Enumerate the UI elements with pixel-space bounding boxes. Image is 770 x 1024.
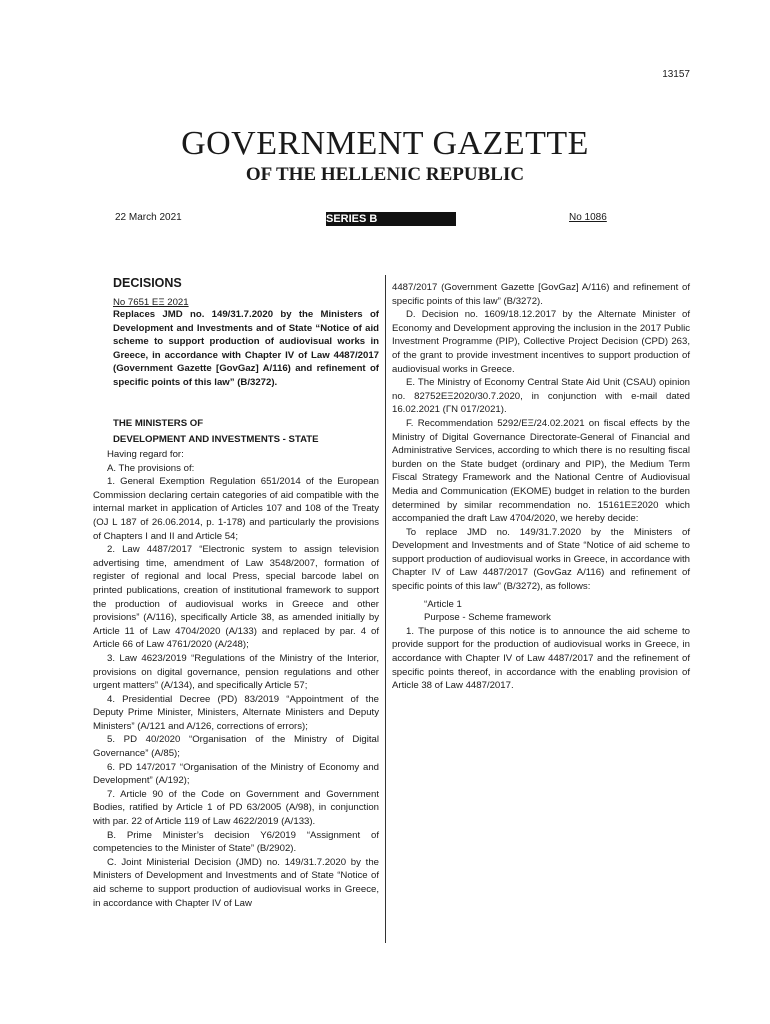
ministers-heading bbox=[113, 416, 379, 448]
article-subheading: Purpose - Scheme framework bbox=[424, 612, 551, 624]
paragraph: E. The Ministry of Economy Central State Aid Unit (CSAU) opinion no. 82752ΕΞ2020/30.7.2020, in conjunction with e-mail dated 16.02.2021 (ΓΝ 017/2021). bbox=[392, 377, 690, 416]
article-heading: “Article 1 bbox=[424, 598, 462, 610]
gazette-title: GOVERNMENT GAZETTE bbox=[181, 125, 589, 162]
paragraph: D. Decision no. 1609/18.12.2017 by the Alternate Minister of Economy and Development approving the inclusion in the 2017 Public Investment Programme (PIP), Collective Project Decision (CPD) 263, of the grant to provide investment incentives to support production of audiovisual works in Greece. bbox=[392, 309, 690, 375]
issue-date: 22 March 2021 bbox=[115, 212, 182, 223]
paragraph: 4487/2017 (Government Gazette [GovGaz] A/116) and refinement of specific points of this law” (B/3272). bbox=[392, 282, 690, 307]
gazette-subtitle: OF THE HELLENIC REPUBLIC bbox=[245, 164, 525, 185]
paragraph: 1. General Exemption Regulation 651/2014 of the European Commission declaring certain categories of aid compatible with the internal market in application of Articles 107 and 108 of the Treaty (OJ L 187 of 26.06.2014, p. 1-178) and particularly the provisions of Chapters I and II and Article 54; bbox=[93, 476, 379, 542]
paragraph: To replace JMD no. 149/31.7.2020 by the Ministers of Development and Investments and of State “Notice of aid scheme to support production of audiovisual works in Greece, in accordance with Chapter IV of Law 4487/2017 (GovGaz A/116) and refinement of specific points of this law” (B/3272), as follows: bbox=[392, 526, 690, 593]
paragraph: F. Recommendation 5292/ΕΞ/24.02.2021 on fiscal effects by the Ministry of Digital Governance Directorate-General of Financial and Administrative Services, according to which there is no resulting fiscal burden on the State budget (ordinary and PIP), the Medium Term Fiscal Strategy Framework and the National Centre of Audiovisual Media and Communication (EKOME) budget in relation to the burden determined by similar recommendation no. 15161ΕΞ2020 which accompanied the draft Law 4704/2020, we hereby decide: bbox=[392, 417, 690, 525]
paragraph: 7. Article 90 of the Code on Government and Government Bodies, ratified by Article 1 of PD 63/2005 (A/98), in conjunction with par. 22 of Article 119 of Law 4622/2019 (A/133). bbox=[93, 788, 379, 828]
paragraph: Having regard for: bbox=[107, 449, 184, 460]
paragraph: 4. Presidential Decree (PD) 83/2019 “Appointment of the Deputy Prime Minister, Ministers, Alternate Ministers and Deputy Ministers” (A/121 and A/126, corrections of errors); bbox=[93, 693, 379, 732]
page-number: 13157 bbox=[662, 69, 690, 80]
issue-number: No 1086 bbox=[569, 212, 607, 223]
ministers-line-2: DEVELOPMENT AND INVESTMENTS - STATE bbox=[113, 434, 319, 445]
paragraph: C. Joint Ministerial Decision (JMD) no. 149/31.7.2020 by the Ministers of Development and Investments and of State “Notice of aid scheme to support production of audiovisual works in Greece, in accordance with Chapter IV of Law bbox=[93, 856, 379, 909]
right-body bbox=[392, 281, 690, 693]
ministers-line-1: THE MINISTERS OF bbox=[113, 418, 204, 429]
series-label: SERIES B bbox=[326, 213, 378, 225]
paragraph: 5. PD 40/2020 “Organisation of the Ministry of Digital Governance” (A/85); bbox=[93, 734, 379, 760]
left-body bbox=[93, 448, 379, 910]
decision-number: No 7651 ΕΞ 2021 bbox=[113, 297, 189, 308]
article-paragraph: 1. The purpose of this notice is to announce the aid scheme to provide support for the production of audiovisual works in Greece, in accordance with Chapter IV of Law 4487/2017 and the refinement of specific points thereof, in accordance with the enabling provision of Article 38 of Law 4487/2017. bbox=[392, 625, 690, 692]
decision-title: Replaces JMD no. 149/31.7.2020 by the Ministers of Development and Investments and of State “Notice of aid scheme to support production of audiovisual works in Greece, in accordance with Chapter IV of Law 4487/2017 (Government Gazette [GovGaz] A/116) and refinement of specific points of this law” (B/3272). bbox=[113, 309, 379, 388]
paragraph: 6. PD 147/2017 “Organisation of the Ministry of Economy and Development” (A/192); bbox=[93, 761, 379, 787]
decisions-heading: DECISIONS bbox=[113, 276, 182, 290]
column-divider bbox=[385, 275, 386, 943]
paragraph: A. The provisions of: bbox=[107, 462, 195, 474]
article-heading-block bbox=[392, 598, 690, 625]
paragraph: 2. Law 4487/2017 “Electronic system to assign television advertising time, amendment of Law 3548/2007, formation of register of regional and local Press, special barcode label on printed publications, creation of institutional framework to support the production of audiovisual works in Greece and other provisions” (A/116), specifically Article 38, as amended initially by Article 11 of Law 4704/2020 (A/133) and replaced by par. 4 of Article 66 of Law 4761/2020 (A/248); bbox=[93, 544, 379, 651]
series-badge bbox=[326, 212, 456, 226]
paragraph: B. Prime Minister’s decision Y6/2019 “Assignment of competencies to the Minister of State” (B/2902). bbox=[93, 829, 379, 855]
paragraph: 3. Law 4623/2019 “Regulations of the Ministry of the Interior, provisions on digital governance, pension regulations and other urgent matters” (A/134), and specifically Article 57; bbox=[93, 652, 379, 692]
